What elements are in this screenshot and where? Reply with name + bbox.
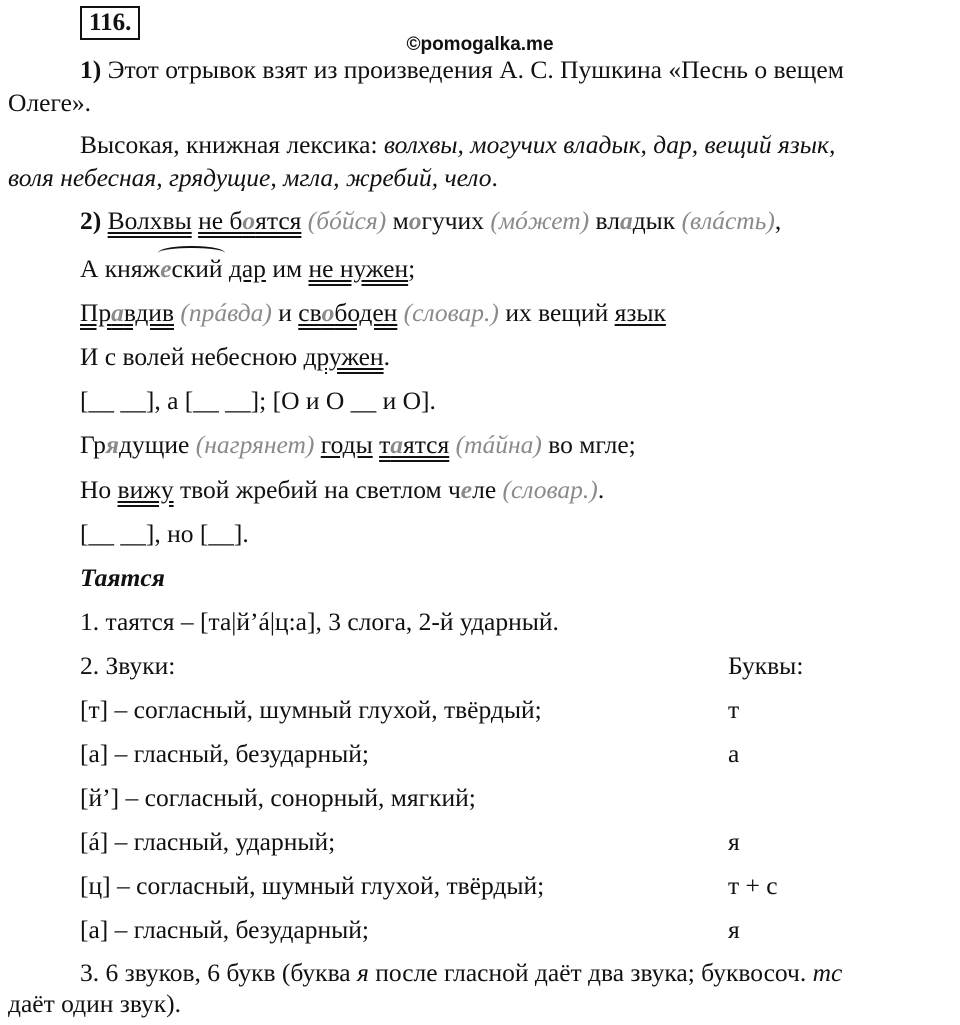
analysis-item-2-sounds: 2. Звуки: [80,651,176,680]
task-number: 116. [80,6,140,40]
p1-text-b: Олеге». [8,88,92,117]
label-2: 2) [80,206,102,235]
punct: . [383,342,390,371]
sound-row-5: [ц] – согласный, шумный глухой, твёрдый; [80,871,545,900]
words-i-s-voley: И с волей небесною [80,342,298,371]
letter-row-2: а [728,739,740,768]
paragraph-1 [80,55,844,85]
sound-row-6: [а] – гласный, безударный; [80,915,370,944]
lex-prefix: Высокая, книжная лексика: [80,130,384,159]
sound-row-2: [а] – гласный, безударный; [80,739,370,768]
check-word-1: (бóйся) [307,206,387,235]
poem-line-3 [80,298,666,328]
word-gody: годы [320,430,373,459]
poem-line-5 [80,430,636,460]
poem-line-1 [80,206,781,236]
letter-row-5: т + с [728,871,778,900]
poem-line-2 [80,254,415,284]
analysis-title: Таятся [80,563,165,592]
scheme-2: [__ __], но [__]. [80,519,249,548]
lex-words-a: волхвы, могучих владык, дар, вещий язык, [383,130,836,159]
word-pravdiv: Правдив [80,298,174,327]
letter-row-4: я [728,827,740,856]
words-tvoy-zhrebiy: твой жребий на светлом челе [179,475,497,504]
word-vladyk: владык [595,206,676,235]
check-word-2: (мóжет) [490,206,590,235]
watermark: ©pomogalka.me [406,34,554,55]
analysis-item-3: 3. 6 звуков, 6 букв (буква я после гласной даёт два звука; буквосоч. тс [80,958,843,987]
word-ne-nuzhen: не нужен [308,254,409,283]
analysis-item-2-letters: Буквы: [728,651,804,680]
letter-row-6: я [728,915,740,944]
label-1: 1) [80,55,102,84]
word-im: им [272,254,303,283]
lex-end: . [491,163,498,192]
poem-line-4 [80,342,390,372]
suffix-arc: еский [160,254,223,283]
word-ne-boyatsya: не боятся [198,206,302,235]
p1-text-a: Этот отрывок взят из произведения А. С. Пушкина «Песнь о вещем [107,55,844,84]
lexicon-line-1 [80,130,835,160]
check-word-8: (словар.) [502,475,598,504]
letter-row-1: т [728,695,740,724]
word-volkhvy: Волхвы [107,206,192,235]
word-gryadushchie: Грядущие [80,430,190,459]
sound-row-4: [á] – гласный, ударный; [80,827,336,856]
poem-line-6 [80,475,604,505]
check-word-4: (прáвда) [180,298,272,327]
word-no: Но [80,475,112,504]
lexicon-line-2 [8,163,498,193]
word-druzhen: дружен [303,342,384,371]
word-svoboden: свободен [298,298,398,327]
sound-row-3: [й’] – согласный, сонорный, мягкий; [80,783,476,812]
word-tayatsya: таятся [379,430,450,459]
scheme-1: [__ __], а [__ __]; [О и О __ и О]. [80,386,436,415]
punct: . [597,475,605,504]
analysis-item-1: 1. таятся – [та|й’á|ц:а], 3 слога, 2-й ударный. [80,607,559,636]
lex-words-b: воля небесная, грядущие, мгла, жребий, чело [8,163,492,192]
word-dar: дар [228,254,266,283]
word-vizhu: вижу [117,475,174,504]
words-vo-mgle: во мгле; [548,430,636,459]
word-yazyk: язык [614,298,666,327]
check-word-5: (словар.) [403,298,499,327]
words-ikh-veshchiy: их вещий [505,298,609,327]
punct: , [774,206,782,235]
word-i: и [278,298,292,327]
punct: ; [408,254,416,283]
sound-row-1: [т] – согласный, шумный глухой, твёрдый; [80,695,542,724]
word-knyazheskiy: А княжеский [80,254,223,283]
word-moguchikh: могучих [392,206,484,235]
analysis-item-3-end: даёт один звук). [8,989,182,1018]
check-word-7: (тáйна) [455,430,542,459]
check-word-6: (нагрянет) [195,430,315,459]
check-word-3: (влáсть) [681,206,775,235]
